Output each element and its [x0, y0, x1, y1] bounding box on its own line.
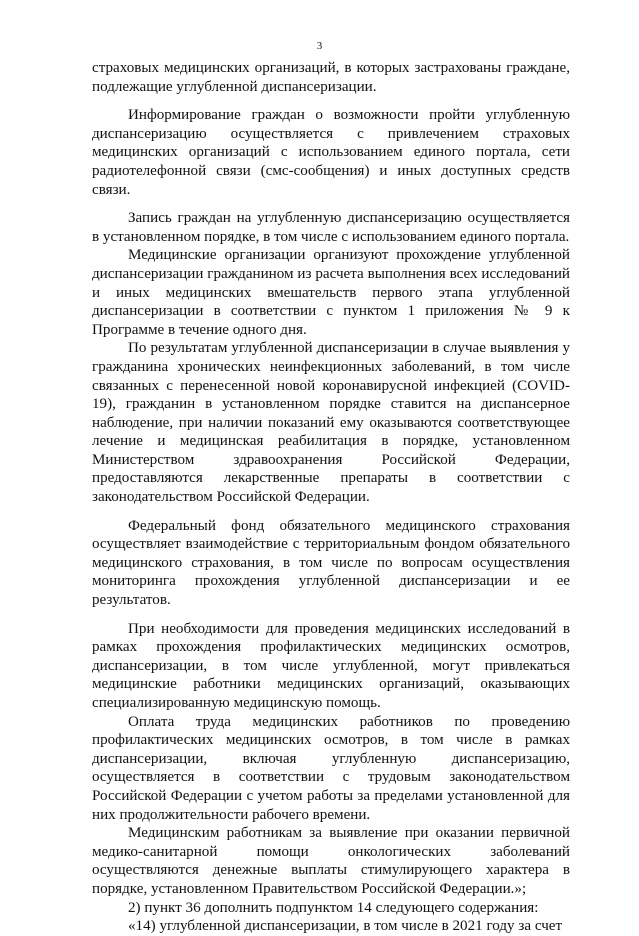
document-body — [92, 59, 570, 936]
paragraph-informing: Информирование граждан о возможности пройти углубленную диспансеризацию осуществляется с привлечением страховых медицинских организаций с использованием единого портала, сети радиотелефонной связи (смс-сообщения) и иных доступных средств связи. — [92, 107, 570, 198]
paragraph-amendment: 2) пункт 36 дополнить подпунктом 14 следующего содержания: — [128, 899, 539, 916]
page-number: 3 — [316, 40, 323, 52]
paragraph-federal-fund: Федеральный фонд обязательного медицинского страхования осуществляет взаимодействие с территориальным фондом обязательного медицинского страхования, в том числе по вопросам осуществления мониторинга прохождения углубленной диспансеризации и ее результатов. — [92, 517, 570, 609]
paragraph-continuation: страховых медицинских организаций, в которых застрахованы граждане, подлежащие углубленной диспансеризации. — [92, 60, 570, 95]
paragraph-subclause: «14) углубленной диспансеризации, в том числе в 2021 году за счет — [128, 918, 563, 935]
paragraph-bonus: Медицинским работникам за выявление при оказании первичной медико-санитарной помощи онкологических заболеваний осуществляются денежные выплаты стимулирующего характера в порядке, установленном Правительством Российской Федерации.»; — [92, 825, 570, 897]
paragraph-organization: Медицинские организации организуют прохождение углубленной диспансеризации гражданином из расчета выполнения всех исследований и иных медицинских вмешательств первого этапа углубленной диспансеризации в соответствии с пунктом 1 приложения № 9 к Программе в течение одного дня. — [92, 247, 570, 338]
paragraph-registration: Запись граждан на углубленную диспансеризацию осуществляется в установленном порядке, в том числе с использованием единого портала. — [92, 210, 570, 245]
paragraph-specialists: При необходимости для проведения медицинских исследований в рамках прохождения профилактических медицинских осмотров, диспансеризации, в том числе углубленной, могут привлекаться медицинские работники медицинских организаций, оказывающих специализированную медицинскую помощь. — [92, 620, 570, 711]
paragraph-payment: Оплата труда медицинских работников по проведению профилактических медицинских осмотров, в том числе в рамках диспансеризации, включая углубленную диспансеризацию, осуществляется в соответствии с трудовым законодательством Российской Федерации с учетом работы за пределами установленной для них продолжительности рабочего времени. — [92, 713, 570, 823]
paragraph-results: По результатам углубленной диспансеризации в случае выявления у гражданина хронических неинфекционных заболеваний, в том числе связанных с перенесенной новой коронавирусной инфекцией (COVID-19), гражданин в установленном порядке ставится на диспансерное наблюдение, при наличии показаний ему оказываются соответствующее лечение и медицинская реабилитация в порядке, установленном Министерством здравоохранения Российской Федерации, предоставляются лекарственные препараты в соответствии с законодательством Российской Федерации. — [92, 340, 570, 506]
